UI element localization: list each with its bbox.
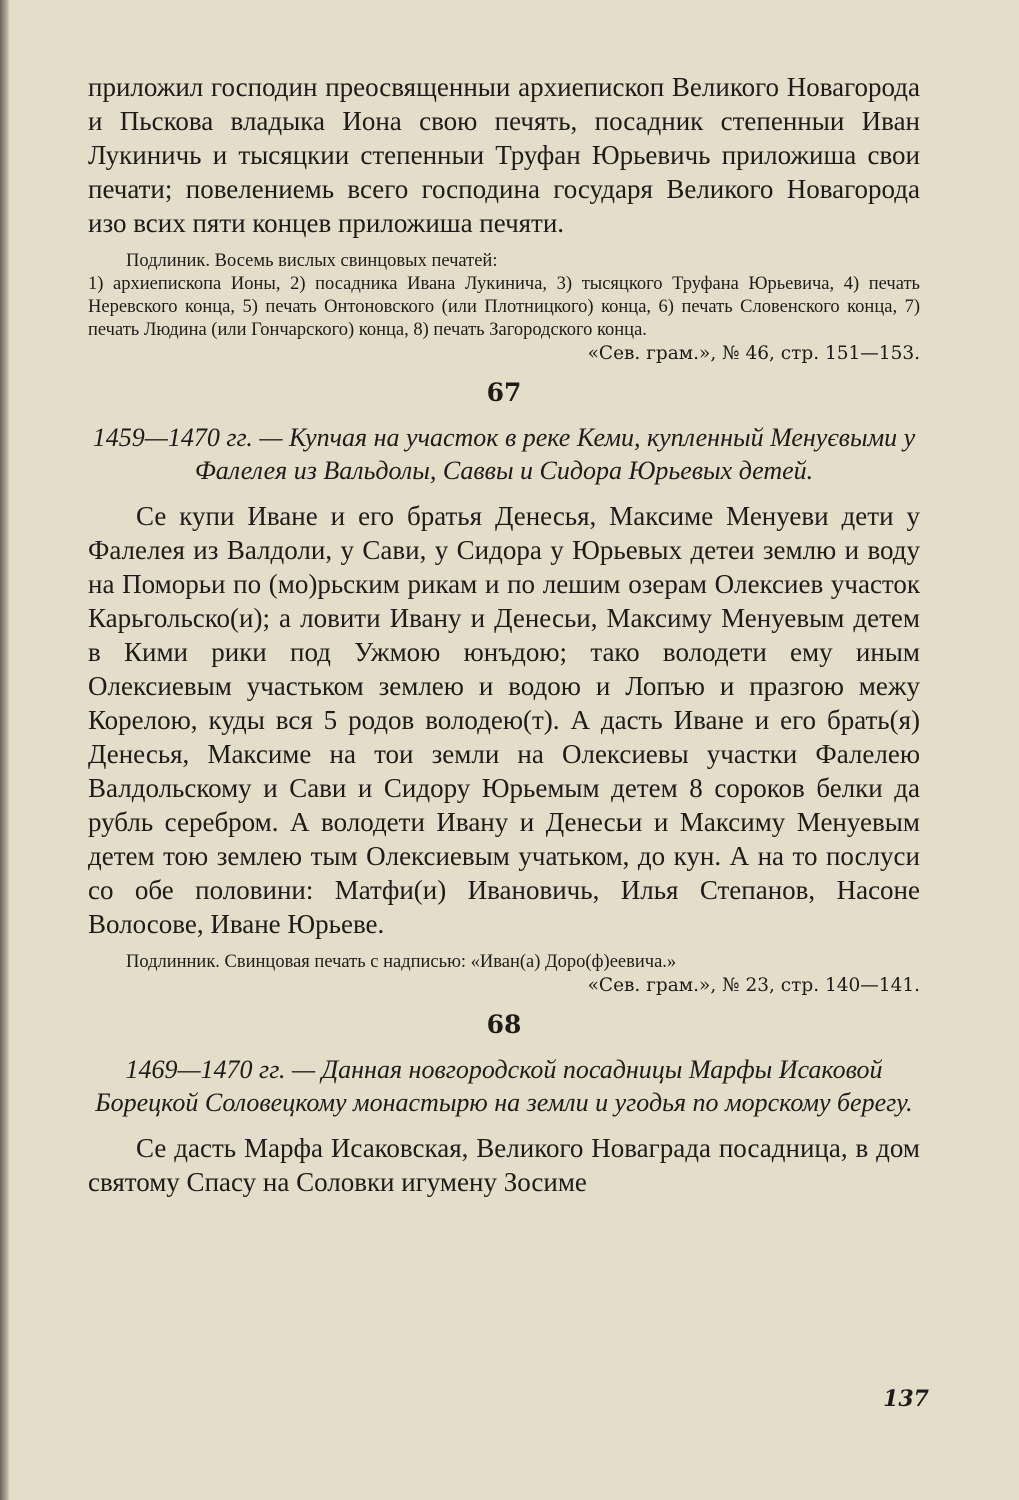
document-67-heading: 1459—1470 гг. — Купчая на участок в реке Кеми, купленный Менуєвыми у Фалелея из Вальдолы, Саввы и Сидора Юрьевых детей.: [92, 423, 916, 485]
continuation-text: приложил господин преосвященныи архиепископ Великого Новагорода и Пьскова владыка Иона свою печять, посадник степенныи Иван Лукиничь и тысяцкии степенныи Труфан Юрьевичь приложиша свои печати; повелениемь всего господина государя Великого Новагорода изо всих пяти концев приложиша печяти.: [88, 72, 920, 238]
document-67-text: Се купи Иване и его братья Денесья, Максиме Менуеви дети у Фалелея из Валдоли, у Сави, у Сидора у Юрьевых детеи землю и воду на Поморьи по (мо)рьским рикам и по лешим озерам Олексиев участок Карьгольско(и); а ловити Ивану и Денесьи, Максиму Менуевым детем в Кими рики под Ужмою юнъдою; тако володети ему иным Олексиевым участьком землею и водою и Лопъю и празгою межу Корелою, куды вся 5 родов володею(т). А дасть Иване и его брать(я) Денесья, Максиме на тои земли на Олексиевы участки Фалелею Валдольскому и Сави и Сидору Юрьемым детем 8 сороков белки да рубль серебром. А володети Ивану и Денесьи и Максиму Менуевым детем тою землею тым Олексиевым учатьком, до кун. А на то послуси со обе половини: Матфи(и) Ивановичь, Илья Степанов, Насоне Волосове, Иване Юрьеве.: [88, 501, 920, 939]
note-1-intro: Подлиник. Восемь вислых свинцовых печатей:: [126, 251, 498, 271]
document-number-67: 67: [486, 378, 522, 407]
page-content: [88, 70, 920, 1199]
page-number: 137: [883, 1386, 929, 1412]
document-68-text: Се дасть Марфа Исаковская, Великого Новаграда посадница, в дом святому Спасу на Соловки игумену Зосиме: [88, 1133, 920, 1197]
note-1-text: 1) архиепископа Ионы, 2) посадника Ивана Лукинича, 3) тысяцкого Труфана Юрьевича, 4) печать Неревского конца, 5) печать Онтоновского (или Плотницкого) конца, 6) печать Словенского конца, 7) печать Людина (или Гончарского) конца, 8) печать Загородского конца.: [88, 274, 920, 340]
document-68-heading: 1469—1470 гг. — Данная новгородской посадницы Марфы Исаковой Борецкой Соловецкому монастырю на земли и угодья по морскому берегу.: [95, 1055, 913, 1117]
document-67-reference: «Сев. грам.», № 23, стр. 140—141.: [587, 975, 920, 996]
document-number-68: 68: [486, 1010, 522, 1039]
page-edge-shadow: [0, 0, 10, 1500]
note-1-reference: «Сев. грам.», № 46, стр. 151—153.: [587, 343, 920, 364]
document-67-note: Подлинник. Свинцовая печать с надписью: «Иван(а) Доро(ф)еевича.»: [126, 952, 677, 972]
